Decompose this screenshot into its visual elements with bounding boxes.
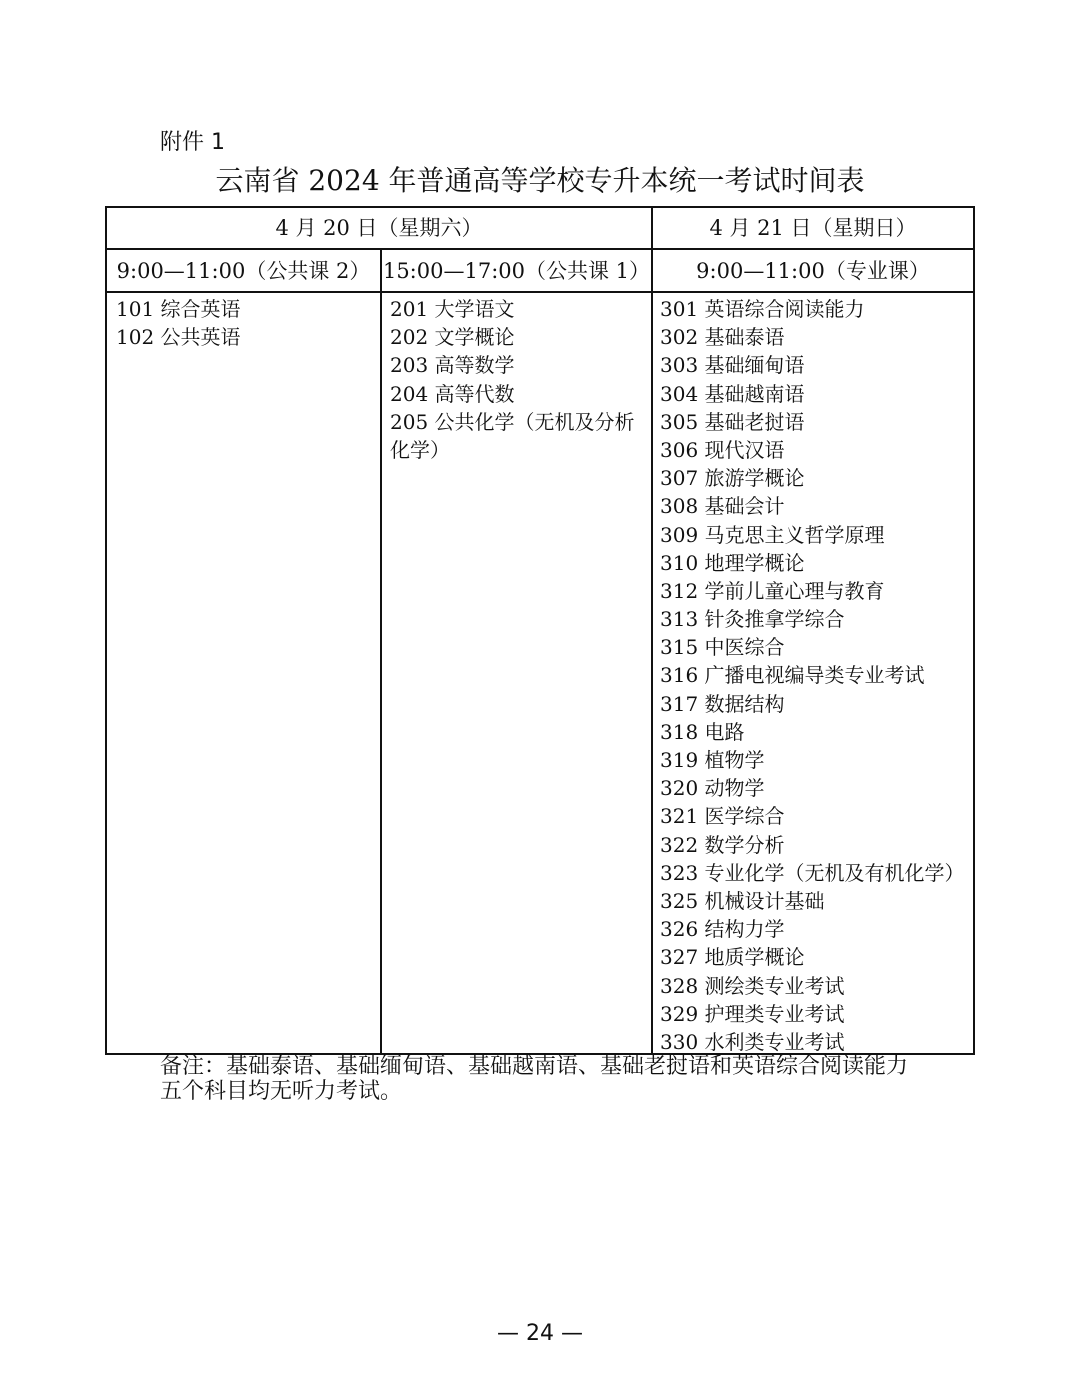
session-header-public-1: 15:00—17:00（公共课 1） bbox=[382, 259, 651, 283]
table-header-divider bbox=[107, 248, 973, 250]
course-item: 305 基础老挝语 bbox=[660, 409, 805, 434]
course-item: 203 高等数学 bbox=[390, 353, 515, 378]
course-item: 307 旅游学概论 bbox=[660, 466, 805, 491]
course-item: 306 现代汉语 bbox=[660, 437, 785, 462]
course-item: 321 医学综合 bbox=[660, 804, 785, 829]
course-item: 317 数据结构 bbox=[660, 691, 785, 716]
course-item: 315 中医综合 bbox=[660, 635, 785, 660]
page-title: 云南省 2024 年普通高等学校专升本统一考试时间表 bbox=[215, 164, 865, 197]
course-item: 201 大学语文 bbox=[390, 297, 515, 321]
session-header-professional: 9:00—11:00（专业课） bbox=[696, 259, 930, 283]
attachment-label: 附件 1 bbox=[160, 130, 225, 155]
professional-course-list bbox=[660, 295, 970, 1056]
course-item: 205 公共化学（无机及分析化学） bbox=[390, 409, 635, 462]
page-number: — 24 — bbox=[497, 1321, 583, 1346]
course-item: 319 植物学 bbox=[660, 748, 765, 772]
day-header-april-21: 4 月 21 日（星期日） bbox=[709, 216, 917, 240]
course-item: 310 地理学概论 bbox=[660, 550, 805, 575]
course-item: 312 学前儿童心理与教育 bbox=[660, 578, 885, 603]
course-item: 304 基础越南语 bbox=[660, 381, 805, 406]
course-item: 316 广播电视编导类专业考试 bbox=[660, 663, 925, 688]
course-item: 202 文学概论 bbox=[390, 325, 515, 350]
course-item: 330 水利类专业考试 bbox=[660, 1029, 845, 1054]
course-item: 308 基础会计 bbox=[660, 494, 785, 519]
course-item: 327 地质学概论 bbox=[660, 945, 805, 970]
exam-schedule-table bbox=[105, 206, 975, 1055]
table-day-divider bbox=[651, 208, 653, 1053]
session-header-public-2: 9:00—11:00（公共课 2） bbox=[116, 259, 371, 283]
course-item: 301 英语综合阅读能力 bbox=[660, 297, 865, 321]
course-item: 325 机械设计基础 bbox=[660, 888, 825, 913]
course-item: 309 马克思主义哲学原理 bbox=[660, 522, 885, 547]
course-item: 303 基础缅甸语 bbox=[660, 353, 805, 378]
course-item: 313 针灸推拿学综合 bbox=[660, 607, 845, 632]
day-header-april-20: 4 月 20 日（星期六） bbox=[275, 216, 483, 240]
course-item: 101 综合英语 bbox=[116, 297, 241, 321]
course-item: 204 高等代数 bbox=[390, 381, 515, 406]
course-item: 328 测绘类专业考试 bbox=[660, 973, 845, 998]
public-course-1-list bbox=[390, 295, 645, 464]
course-item: 320 动物学 bbox=[660, 776, 765, 801]
course-item: 323 专业化学（无机及有机化学） bbox=[660, 860, 965, 885]
course-item: 302 基础泰语 bbox=[660, 325, 785, 350]
course-item: 329 护理类专业考试 bbox=[660, 1001, 845, 1026]
course-item: 318 电路 bbox=[660, 719, 745, 744]
table-session-divider-vertical bbox=[380, 248, 382, 1053]
course-item: 326 结构力学 bbox=[660, 917, 785, 942]
schedule-note: 备注：基础泰语、基础缅甸语、基础越南语、基础老挝语和英语综合阅读能力五个科目均无听力考试。 bbox=[160, 1054, 909, 1104]
course-item: 102 公共英语 bbox=[116, 325, 241, 350]
table-session-divider bbox=[107, 291, 973, 293]
public-course-2-list bbox=[116, 295, 371, 351]
course-item: 322 数学分析 bbox=[660, 832, 785, 857]
